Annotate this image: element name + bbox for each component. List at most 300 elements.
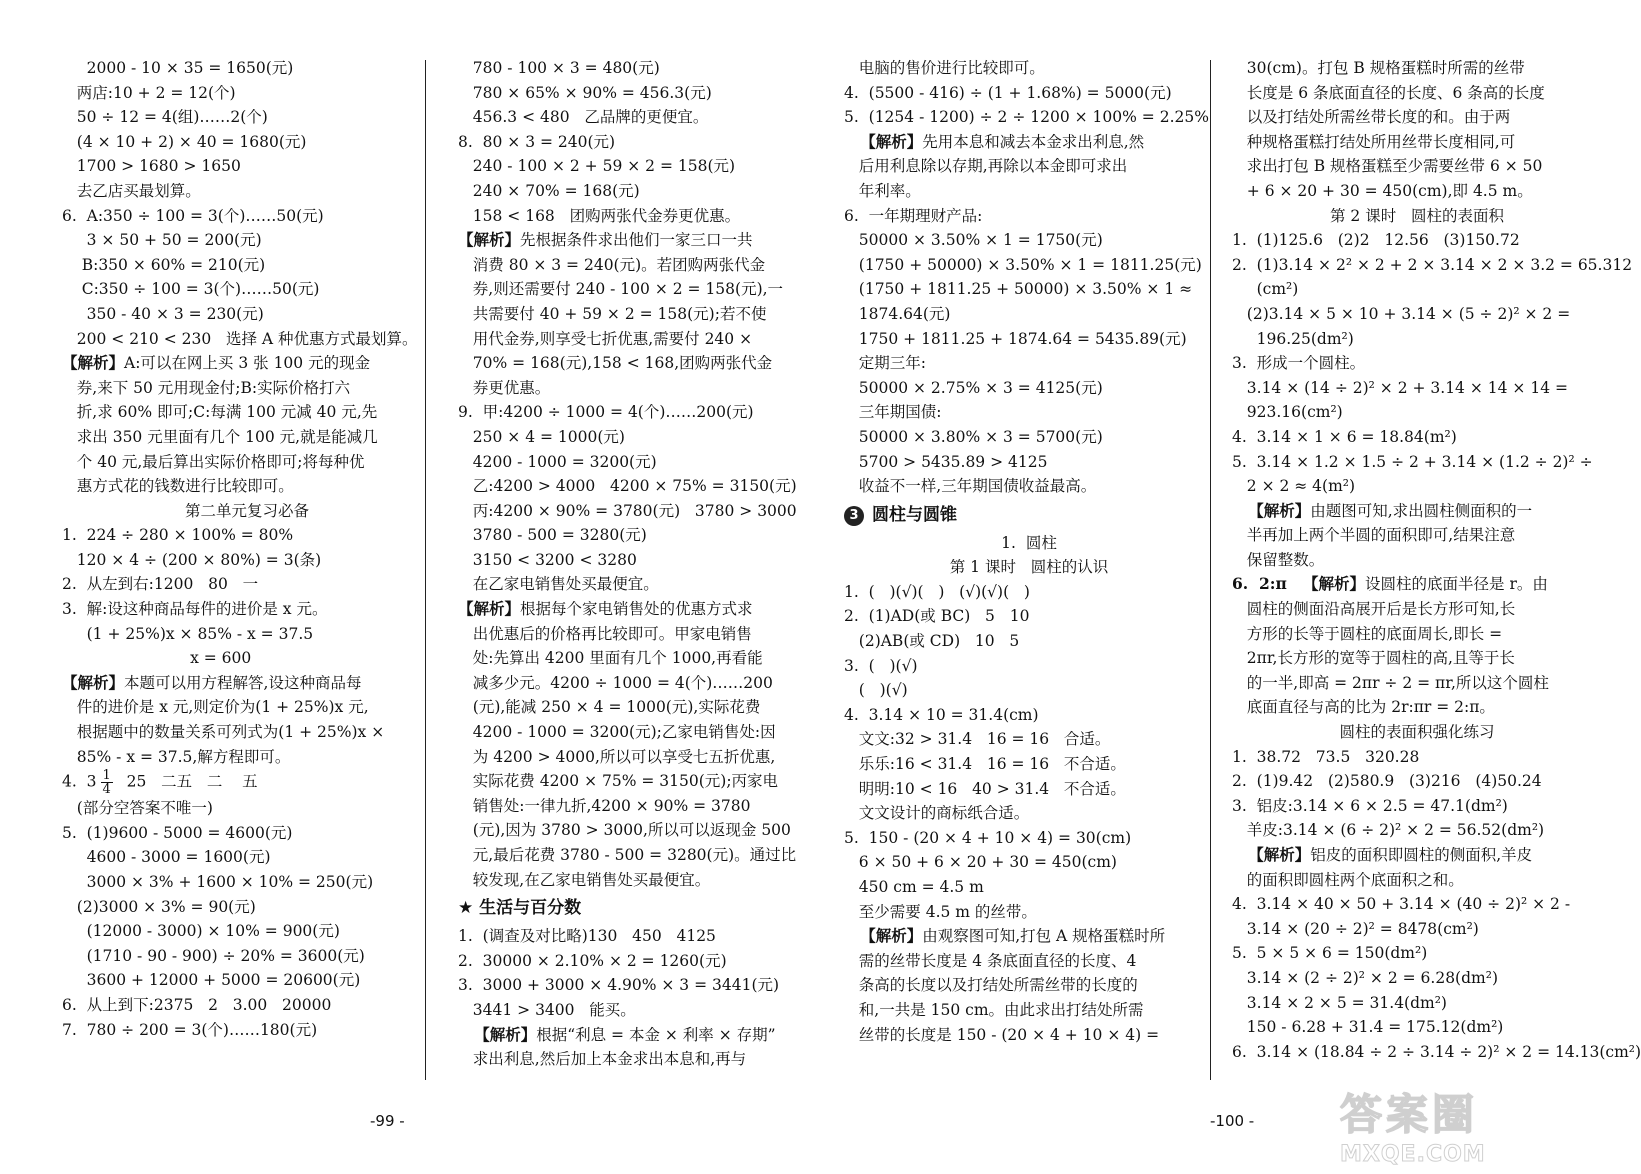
line-text: 1. 圆柱: [1001, 533, 1057, 552]
line-text: 乙:4200 > 4000 4200 × 75% = 3150(元): [458, 477, 797, 496]
answer-line: [62, 450, 432, 475]
line-text: 4. 3.14 × 1 × 6 = 18.84(m²): [1232, 427, 1457, 446]
line-text: 3.14 × (2 ÷ 2)² × 2 = 6.28(dm²): [1232, 968, 1498, 987]
line-text: 2. 30000 × 2.10% × 2 = 1260(元): [458, 951, 727, 970]
subheading: [1232, 204, 1602, 229]
line-text: 文文设计的商标纸合适。: [844, 804, 1030, 823]
answer-line: [458, 253, 828, 278]
line-text: 底面直径与高的比为 2r:πr = 2:π。: [1232, 698, 1495, 717]
answer-line: [1232, 868, 1602, 893]
answer-line: [458, 400, 828, 425]
line-text: 6. A:350 ÷ 100 = 3(个)……50(元): [62, 206, 324, 225]
answer-line: [62, 302, 432, 327]
section-title: 生活与百分数: [479, 898, 582, 919]
line-text: 4200 - 1000 = 3200(元);乙家电销售处:因: [458, 723, 776, 742]
line-text: 1. 38.72 73.5 320.28: [1232, 747, 1420, 766]
answer-line: [458, 81, 828, 106]
answer-line: [1232, 56, 1602, 81]
answer-line: [1232, 253, 1633, 278]
line-text: 4. (5500 - 416) ÷ (1 + 1.68%) = 5000(元): [844, 83, 1172, 102]
answer-line: [62, 572, 432, 597]
column-3: [844, 56, 1214, 1047]
answer-line: [1232, 499, 1602, 524]
line-text: + 6 × 20 + 30 = 450(cm),即 4.5 m。: [1232, 181, 1533, 200]
answer-line: [62, 1018, 432, 1043]
answer-line: [458, 818, 828, 843]
answer-line: [458, 425, 828, 450]
line-text: 50000 × 3.80% × 3 = 5700(元): [844, 427, 1103, 446]
line-text: 3 × 50 + 50 = 200(元): [62, 231, 262, 250]
answer-line: [844, 450, 1214, 475]
answer-line: [458, 868, 828, 893]
line-text: 6. 从上到下:2375 2 3.00 20000: [62, 995, 332, 1014]
answer-line: [458, 998, 828, 1023]
line-text: 实际花费 4200 × 75% = 3150(元);丙家电: [458, 772, 779, 791]
answer-line: [1232, 745, 1602, 770]
fraction-denominator: 4: [102, 782, 111, 798]
answer-line: [1232, 179, 1602, 204]
answer-line: [1232, 941, 1602, 966]
line-text: 2. 从左到右:1200 80 一: [62, 575, 259, 594]
answer-line: [844, 253, 1214, 278]
line-text: 1874.64(元): [844, 304, 951, 323]
answer-line: [1232, 622, 1602, 647]
answer-line: [458, 474, 828, 499]
column-1: [62, 56, 432, 1042]
section-title: 圆柱与圆锥: [872, 504, 957, 525]
line-text: 后用利息除以存期,再除以本金即可求出: [844, 157, 1128, 176]
line-text: 5. 3.14 × 1.2 × 1.5 ÷ 2 + 3.14 × (1.2 ÷ 2)² ÷: [1232, 452, 1593, 471]
answer-line: [458, 277, 828, 302]
line-text: 惠方式花的钱数进行比较即可。: [62, 477, 294, 496]
answer-line: [1232, 917, 1602, 942]
line-text: 1750 + 1811.25 + 1874.64 = 5435.89(元): [844, 329, 1187, 348]
line-text: 3600 + 12000 + 5000 = 20600(元): [62, 971, 361, 990]
line-text: (2)AB(或 CD) 10 5: [844, 632, 1020, 651]
line-text: (cm²): [1232, 280, 1299, 299]
answer-line: [458, 499, 828, 524]
answer-line: [62, 204, 432, 229]
line-text: 3000 × 3% + 1600 × 10% = 250(元): [62, 873, 374, 891]
line-text: 250 × 4 = 1000(元): [458, 427, 625, 446]
line-text: (2)3.14 × 5 × 10 + 3.14 × (5 ÷ 2)² × 2 =: [1232, 304, 1571, 323]
line-text: 根据每个家电销售处的优惠方式求: [520, 600, 753, 619]
answer-line: [844, 703, 1214, 728]
right-page: [800, 0, 1641, 1174]
line-text: 元,最后花费 3780 - 500 = 3280(元)。通过比: [458, 846, 797, 864]
line-text: 半再加上两个半圆的面积即可,结果注意: [1232, 526, 1516, 545]
line-text: 为 4200 > 4000,所以可以享受七五折优惠,: [458, 747, 776, 766]
column-divider: [425, 60, 426, 1080]
answer-line: [1232, 523, 1602, 548]
line-text: 根据题中的数量关系可列式为(1 + 25%)x ×: [62, 723, 385, 742]
answer-line: [1232, 991, 1602, 1016]
answer-line: [1232, 769, 1602, 794]
answer-line: [844, 228, 1214, 253]
answer-line: [1232, 572, 1602, 597]
answer-line: [62, 720, 432, 745]
line-text: 出优惠后的价格再比较即可。甲家电销售: [458, 624, 752, 643]
watermark-title: 答案圈: [1340, 1090, 1479, 1139]
answer-line: [458, 671, 828, 696]
line-text: 3.14 × 2 × 5 = 31.4(dm²): [1232, 993, 1447, 1012]
line-text: 券,来下 50 元用现金付;B:实际价格打六: [62, 378, 351, 397]
line-text: 1. (调查及对比略)130 450 4125: [458, 927, 716, 946]
line-text: 至少需要 4.5 m 的丝带。: [844, 902, 1037, 921]
answer-line: [1232, 302, 1602, 327]
line-text: 3. 3000 + 3000 × 4.90% × 3 = 3441(元): [458, 976, 780, 995]
answer-line: [1232, 794, 1602, 819]
answer-line: [844, 850, 1214, 875]
answer-line: [62, 523, 432, 548]
page-number-right: -100 -: [1210, 1112, 1255, 1130]
answer-line: [1232, 450, 1602, 475]
line-text: 长度是 6 条底面直径的长度、6 条高的长度: [1232, 83, 1545, 102]
answer-line: [1232, 474, 1602, 499]
answer-line: [458, 1023, 828, 1048]
analysis-tag: 【解析】: [1232, 500, 1311, 520]
answer-line: [458, 154, 828, 179]
section-heading: [458, 894, 828, 922]
subheading: [62, 499, 432, 524]
column-divider: [1210, 60, 1211, 1080]
line-text: 3.14 × (14 ÷ 2)² × 2 + 3.14 × 14 × 14 =: [1232, 378, 1568, 397]
answer-line: [844, 351, 1214, 376]
line-text: 求出利息,然后加上本金求出本息和,再与: [458, 1050, 747, 1069]
answer-line: [458, 597, 828, 622]
line-text: 780 - 100 × 3 = 480(元): [458, 59, 660, 77]
answer-line: [1232, 646, 1602, 671]
analysis-tag: 【解析】: [1232, 845, 1311, 864]
line-text: 7. 780 ÷ 200 = 3(个)……180(元): [62, 1020, 318, 1039]
answer-line: [844, 376, 1214, 401]
subheading: [844, 555, 1214, 580]
answer-line: [62, 548, 432, 573]
line-text: 1700 > 1680 > 1650: [62, 157, 241, 176]
line-text: 450 cm = 4.5 m: [844, 878, 984, 896]
answer-line: [458, 843, 828, 868]
answer-line: [844, 302, 1214, 327]
answer-line: [1232, 1040, 1641, 1065]
analysis-tag: 【解析】: [458, 230, 521, 250]
answer-line: [458, 745, 828, 770]
line-text: (1710 - 90 - 900) ÷ 20% = 3600(元): [62, 946, 365, 965]
line-text: 6. 3.14 × (18.84 ÷ 2 ÷ 3.14 ÷ 2)² × 2 = 14.13(cm²): [1232, 1042, 1641, 1061]
line-text: 3441 > 3400 能买。: [458, 1000, 636, 1019]
answer-line: [458, 622, 828, 647]
answer-line: [458, 228, 828, 253]
line-text: 4. 3: [62, 772, 97, 791]
subheading: [1232, 720, 1602, 745]
line-text: 乐乐:16 < 31.4 16 = 16 不合适。: [844, 755, 1126, 774]
answer-line: [458, 56, 828, 81]
line-text: ( )(√): [844, 681, 908, 700]
line-text: 9. 甲:4200 ÷ 1000 = 4(个)……200(元): [458, 403, 754, 422]
line-text: 2πr,长方形的宽等于圆柱的高,且等于长: [1232, 649, 1515, 668]
line-text: 消费 80 × 3 = 240(元)。若团购两张代金: [458, 255, 766, 274]
line-text: 先根据条件求出他们一家三口一共: [520, 231, 753, 250]
line-text: 处:先算出 4200 里面有几个 1000,再看能: [458, 649, 763, 668]
line-text: 定期三年:: [844, 354, 927, 373]
analysis-tag: 【解析】: [844, 131, 923, 151]
answer-line: [844, 998, 1214, 1023]
line-text: 设圆柱的底面半径是 r。由: [1365, 575, 1548, 594]
line-text: 5. 150 - (20 × 4 + 10 × 4) = 30(cm): [844, 828, 1132, 847]
answer-line: [458, 720, 828, 745]
answer-line: [62, 821, 432, 846]
line-text: 2. (1)3.14 × 2² × 2 + 2 × 3.14 × 2 × 3.2 = 65.312: [1232, 255, 1633, 274]
line-text: 年利率。: [844, 181, 921, 200]
line-text: (部分空答案不唯一): [62, 799, 213, 818]
analysis-tag: 6. 2:π 【解析】: [1232, 574, 1366, 594]
line-text: 三年期国债:: [844, 403, 942, 422]
answer-line: [1232, 376, 1602, 401]
line-text: 去乙店买最划算。: [62, 181, 201, 200]
line-text: (12000 - 3000) × 10% = 900(元): [62, 922, 340, 941]
line-text: 方形的长等于圆柱的底面周长,即长 =: [1232, 624, 1503, 643]
answer-line: [458, 949, 828, 974]
answer-line: [62, 81, 432, 106]
column-2: [458, 56, 828, 1072]
line-text: 的一半,即高 = 2πr ÷ 2 = πr,所以这个圆柱: [1232, 673, 1549, 692]
line-text: 85% - x = 37.5,解方程即可。: [62, 747, 291, 766]
answer-line: [62, 671, 432, 696]
fraction-numerator: 1: [102, 768, 111, 784]
answer-line: [1232, 966, 1602, 991]
answer-line: [844, 727, 1214, 752]
answer-line: [62, 154, 432, 179]
answer-line: [1232, 1015, 1602, 1040]
answer-line: [844, 973, 1214, 998]
line-text: 铝皮的面积即圆柱的侧面积,羊皮: [1310, 846, 1533, 864]
line-text: 共需要付 40 + 59 × 2 = 158(元);若不使: [458, 304, 767, 323]
answer-line: [62, 646, 432, 671]
line-text: 150 - 6.28 + 31.4 = 175.12(dm²): [1232, 1018, 1504, 1037]
line-text: 50000 × 2.75% × 3 = 4125(元): [844, 378, 1103, 397]
line-text: 件的进价是 x 元,则定价为(1 + 25%)x 元,: [62, 698, 369, 717]
unit-badge: 3: [844, 506, 864, 526]
line-text: 券更优惠。: [458, 378, 551, 397]
answer-line: [844, 400, 1214, 425]
answer-line: [844, 900, 1214, 925]
line-text: 120 × 4 ÷ (200 × 80%) = 3(条): [62, 550, 322, 569]
answer-line: [62, 130, 432, 155]
answer-line: [62, 845, 432, 870]
line-text: 第二单元复习必备: [184, 501, 309, 520]
answer-line: [458, 548, 828, 573]
line-text: 折,求 60% 即可;C:每满 100 元减 40 元,先: [62, 403, 378, 422]
answer-line: [458, 376, 828, 401]
line-text: 5. (1)9600 - 5000 = 4600(元): [62, 823, 293, 842]
line-text: 70% = 168(元),158 < 168,团购两张代金: [458, 354, 773, 373]
line-text: 减多少元。4200 ÷ 1000 = 4(个)……200: [458, 673, 773, 692]
answer-line: [844, 875, 1214, 900]
line-text: 的面积即圆柱两个底面积之和。: [1232, 870, 1464, 889]
line-text: 2000 - 10 × 35 = 1650(元): [62, 59, 294, 77]
answer-line: [844, 924, 1214, 949]
answer-line: [1232, 327, 1602, 352]
answer-line: [844, 826, 1214, 851]
line-text: 3780 - 500 = 3280(元): [458, 526, 647, 545]
answer-line: [1232, 597, 1602, 622]
line-text: 和,一共是 150 cm。由此求出打结处所需: [844, 1000, 1144, 1019]
line-text: (元),因为 3780 > 3000,所以可以返现金 500: [458, 821, 791, 840]
answer-line: [1232, 671, 1602, 696]
answer-line: [458, 973, 828, 998]
line-text: 丝带的长度是 150 - (20 × 4 + 10 × 4) =: [844, 1025, 1160, 1044]
line-text: 5. 5 × 5 × 6 = 150(dm²): [1232, 944, 1428, 963]
answer-line: [1232, 548, 1602, 573]
answer-line: [458, 351, 828, 376]
line-text: 196.25(dm²): [1232, 329, 1354, 348]
line-text: 由题图可知,求出圆柱侧面积的一: [1310, 501, 1533, 520]
answer-line: [62, 870, 432, 895]
answer-line: [458, 572, 828, 597]
answer-line: [62, 327, 432, 352]
answer-line: [844, 604, 1214, 629]
line-text: 4200 - 1000 = 3200(元): [458, 452, 657, 471]
answer-line: [458, 204, 828, 229]
line-text: 25 二五 二 五: [116, 772, 258, 791]
analysis-tag: 【解析】: [844, 926, 923, 946]
answer-line: [844, 678, 1214, 703]
answer-line: [1232, 154, 1602, 179]
line-text: 较发现,在乙家电销售处买最便宜。: [458, 870, 711, 889]
fraction: [101, 769, 113, 796]
line-text: 收益不一样,三年期国债收益最高。: [844, 477, 1097, 496]
answer-line: [458, 450, 828, 475]
line-text: 本题可以用方程解答,设这种商品每: [124, 673, 362, 692]
answer-line: [62, 796, 432, 821]
analysis-tag: 【解析】: [62, 672, 125, 692]
answer-line: [62, 944, 432, 969]
line-text: 第 1 课时 圆柱的认识: [949, 558, 1109, 577]
answer-line: [1232, 105, 1602, 130]
line-text: (1750 + 1811.25 + 50000) × 3.50% × 1 ≈: [844, 280, 1193, 299]
answer-line: [458, 1047, 828, 1072]
answer-line: [844, 204, 1214, 229]
answer-line: [1232, 425, 1602, 450]
line-text: 1. ( )(√)( ) (√)(√)( ): [844, 582, 1030, 601]
line-text: 158 < 168 团购两张代金券更优惠。: [458, 206, 741, 225]
answer-line: [62, 351, 432, 376]
answer-line: [1232, 892, 1602, 917]
answer-line: [844, 154, 1214, 179]
answer-line: [62, 695, 432, 720]
line-text: A:可以在网上买 3 张 100 元的现金: [124, 354, 371, 373]
line-text: 4. 3.14 × 40 × 50 + 3.14 × (40 ÷ 2)² × 2 -: [1232, 895, 1571, 914]
line-text: 3. ( )(√): [844, 656, 918, 675]
answer-line: [62, 474, 432, 499]
line-text: 2. (1)AD(或 BC) 5 10: [844, 607, 1030, 626]
analysis-tag: 【解析】: [458, 599, 521, 619]
line-text: 券,则还需要付 240 - 100 × 2 = 158(元),一: [458, 280, 784, 299]
answer-line: [62, 993, 432, 1018]
line-text: 丙:4200 × 90% = 3780(元) 3780 > 3000: [458, 501, 797, 520]
answer-line: [458, 105, 828, 130]
answer-line: [62, 105, 432, 130]
line-text: 保留整数。: [1232, 550, 1325, 569]
line-text: (2)3000 × 3% = 90(元): [62, 897, 256, 916]
line-text: (4 × 10 + 2) × 40 = 1680(元): [62, 132, 307, 151]
line-text: 圆柱的表面积强化练习: [1339, 723, 1495, 742]
answer-line: [1232, 400, 1602, 425]
line-text: 在乙家电销售处买最便宜。: [458, 575, 659, 594]
line-text: 1. (1)125.6 (2)2 12.56 (3)150.72: [1232, 231, 1520, 250]
line-text: 2. (1)9.42 (2)580.9 (3)216 (4)50.24: [1232, 772, 1542, 791]
answer-line: [62, 179, 432, 204]
line-text: 先用本息和减去本金求出利息,然: [922, 132, 1145, 151]
answer-line: [1232, 695, 1602, 720]
line-text: 第 2 课时 圆柱的表面积: [1330, 206, 1504, 225]
answer-line: [844, 777, 1214, 802]
line-text: (元),能减 250 × 4 = 1000(元),实际花费: [458, 698, 761, 717]
line-text: (1750 + 50000) × 3.50% × 1 = 1811.25(元): [844, 255, 1202, 274]
answer-line: [62, 400, 432, 425]
answer-line: [844, 105, 1214, 130]
answer-line: [62, 253, 432, 278]
line-text: 种规格蛋糕打结处所用丝带长度相同,可: [1232, 132, 1516, 151]
line-text: 求出打包 B 规格蛋糕至少需要丝带 6 × 50: [1232, 157, 1543, 176]
analysis-tag: 【解析】: [62, 353, 125, 373]
line-text: 4. 3.14 × 10 = 31.4(cm): [844, 705, 1039, 724]
column-4: [1232, 56, 1641, 1064]
answer-line: [62, 968, 432, 993]
line-text: 4600 - 3000 = 1600(元): [62, 848, 271, 867]
line-text: 以及打结处所需丝带长度的和。由于两: [1232, 108, 1511, 127]
line-text: 需的丝带长度是 4 条底面直径的长度、4: [844, 951, 1137, 970]
line-text: 8. 80 × 3 = 240(元): [458, 132, 616, 151]
watermark-url: MXQE.COM: [1340, 1142, 1486, 1167]
answer-line: [844, 327, 1214, 352]
line-text: 3. 铝皮:3.14 × 6 × 2.5 = 47.1(dm²): [1232, 796, 1508, 815]
line-text: 羊皮:3.14 × (6 ÷ 2)² × 2 = 56.52(dm²): [1232, 821, 1545, 840]
answer-line: [62, 745, 432, 770]
line-text: 3. 解:设这种商品每件的进价是 x 元。: [62, 600, 328, 619]
line-text: 明明:10 < 16 40 > 31.4 不合适。: [844, 779, 1126, 798]
answer-line: [844, 56, 1214, 81]
answer-line: [1232, 843, 1602, 868]
answer-line: [458, 695, 828, 720]
line-text: 2 × 2 ≈ 4(m²): [1232, 477, 1356, 496]
line-text: 用代金券,则享受七折优惠,需要付 240 ×: [458, 329, 753, 348]
analysis-tag: 【解析】: [458, 1024, 537, 1044]
answer-line: [1232, 228, 1602, 253]
answer-line: [62, 597, 432, 622]
line-text: 3.14 × (20 ÷ 2)² = 8478(cm²): [1232, 919, 1479, 938]
line-text: 5700 > 5435.89 > 4125: [844, 452, 1048, 471]
line-text: 240 × 70% = 168(元): [458, 181, 640, 200]
line-text: 5. (1254 - 1200) ÷ 2 ÷ 1200 × 100% = 2.25%: [844, 108, 1209, 127]
answer-line: [844, 654, 1214, 679]
answer-line: [844, 752, 1214, 777]
line-text: 350 - 40 × 3 = 230(元): [62, 304, 264, 323]
line-text: 30(cm)。打包 B 规格蛋糕时所需的丝带: [1232, 59, 1525, 77]
answer-line: [458, 924, 828, 949]
answer-line: [844, 580, 1214, 605]
answer-line: [844, 1023, 1214, 1048]
answer-line: [62, 769, 432, 796]
line-text: 根据“利息 = 本金 × 利率 × 存期”: [536, 1025, 776, 1044]
answer-line: [844, 81, 1214, 106]
answer-line: [844, 277, 1214, 302]
answer-line: [62, 622, 432, 647]
section-heading: [844, 501, 1214, 529]
line-text: 50000 × 3.50% × 1 = 1750(元): [844, 231, 1103, 250]
line-text: 条高的长度以及打结处所需丝带的长度的: [844, 976, 1138, 995]
line-text: 50 ÷ 12 = 4(组)……2(个): [62, 108, 268, 127]
answer-line: [844, 130, 1214, 155]
